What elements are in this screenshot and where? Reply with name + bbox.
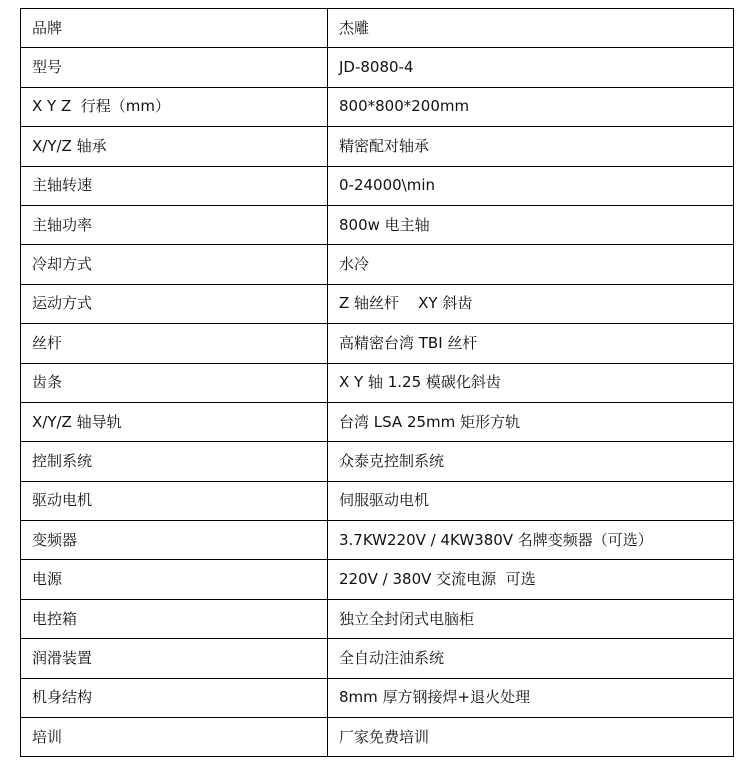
spec-value: 杰雕 — [328, 9, 734, 48]
table-row — [21, 127, 734, 166]
table-row — [21, 245, 734, 284]
table-row — [21, 481, 734, 520]
spec-value: 水冷 — [328, 245, 734, 284]
spec-label: 培训 — [21, 718, 328, 757]
table-row — [21, 48, 734, 87]
spec-value: 800w 电主轴 — [328, 205, 734, 244]
table-row — [21, 678, 734, 717]
spec-label: 机身结构 — [21, 678, 328, 717]
table-row — [21, 560, 734, 599]
spec-label: 型号 — [21, 48, 328, 87]
spec-value: 220V / 380V 交流电源 可选 — [328, 560, 734, 599]
spec-label: X/Y/Z 轴承 — [21, 127, 328, 166]
table-row — [21, 9, 734, 48]
table-row — [21, 166, 734, 205]
table-row — [21, 284, 734, 323]
spec-value: 0-24000\min — [328, 166, 734, 205]
spec-value: 全自动注油系统 — [328, 639, 734, 678]
spec-label: 主轴转速 — [21, 166, 328, 205]
spec-label: 齿条 — [21, 363, 328, 402]
table-row — [21, 205, 734, 244]
spec-label: 运动方式 — [21, 284, 328, 323]
spec-value: 高精密台湾 TBI 丝杆 — [328, 324, 734, 363]
spec-label: 驱动电机 — [21, 481, 328, 520]
table-row — [21, 402, 734, 441]
spec-label: 主轴功率 — [21, 205, 328, 244]
spec-value: 8mm 厚方钢接焊+退火处理 — [328, 678, 734, 717]
spec-label: 丝杆 — [21, 324, 328, 363]
spec-value: 伺服驱动电机 — [328, 481, 734, 520]
table-row — [21, 599, 734, 638]
spec-value: 800*800*200mm — [328, 87, 734, 126]
spec-value: X Y 轴 1.25 模碳化斜齿 — [328, 363, 734, 402]
table-row — [21, 442, 734, 481]
spec-value: 3.7KW220V / 4KW380V 名牌变频器（可选） — [328, 521, 734, 560]
spec-label: 品牌 — [21, 9, 328, 48]
spec-label: 冷却方式 — [21, 245, 328, 284]
spec-value: 众泰克控制系统 — [328, 442, 734, 481]
table-row — [21, 639, 734, 678]
spec-value: 厂家免费培训 — [328, 718, 734, 757]
spec-value: 独立全封闭式电脑柜 — [328, 599, 734, 638]
spec-table — [20, 8, 734, 757]
table-row — [21, 521, 734, 560]
table-row — [21, 363, 734, 402]
spec-label: X/Y/Z 轴导轨 — [21, 402, 328, 441]
spec-label: 变频器 — [21, 521, 328, 560]
spec-label: 控制系统 — [21, 442, 328, 481]
table-row — [21, 718, 734, 757]
spec-value: 精密配对轴承 — [328, 127, 734, 166]
spec-label: 润滑装置 — [21, 639, 328, 678]
table-row — [21, 324, 734, 363]
spec-label: 电控箱 — [21, 599, 328, 638]
spec-label: 电源 — [21, 560, 328, 599]
spec-label: X Y Z 行程（mm） — [21, 87, 328, 126]
spec-table-body — [21, 9, 734, 757]
spec-value: 台湾 LSA 25mm 矩形方轨 — [328, 402, 734, 441]
spec-value: JD-8080-4 — [328, 48, 734, 87]
table-row — [21, 87, 734, 126]
spec-value: Z 轴丝杆 XY 斜齿 — [328, 284, 734, 323]
